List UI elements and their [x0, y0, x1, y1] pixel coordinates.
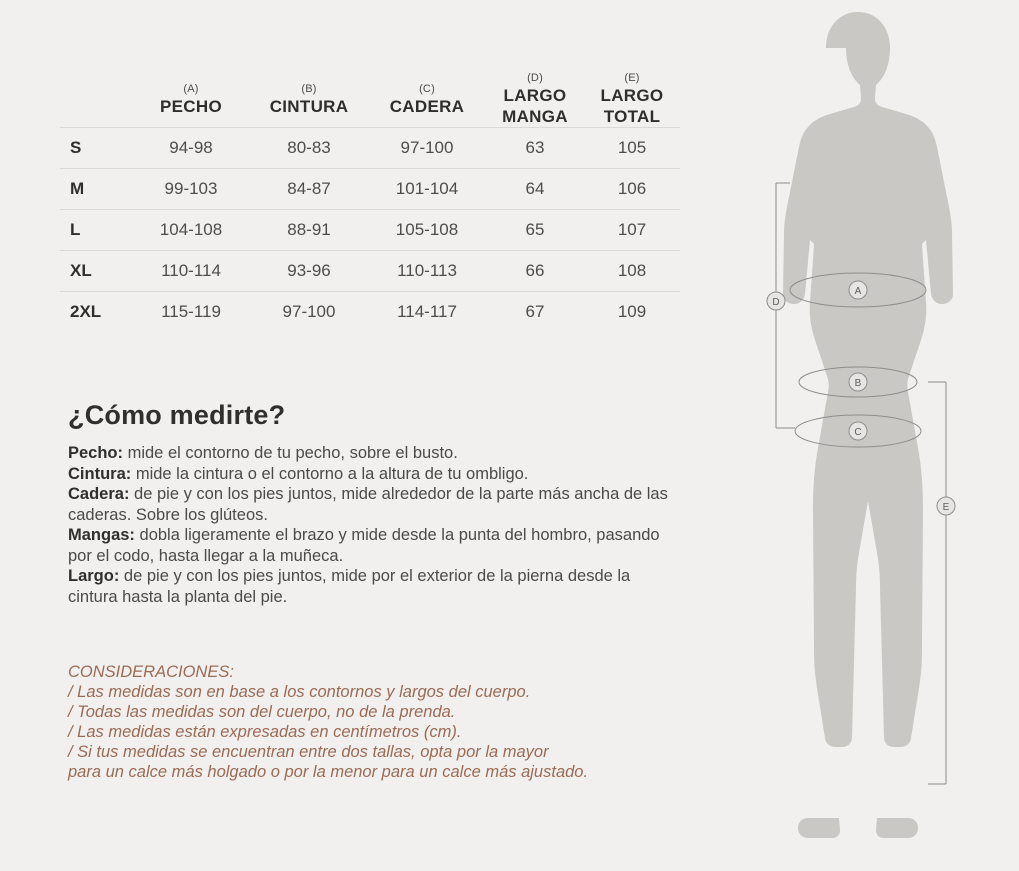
cell-manga: 66: [486, 251, 584, 292]
measure-item-pecho: [68, 443, 668, 464]
measure-text-largo: de pie y con los pies juntos, mide por el exterior de la pierna desde la cintura hasta la planta del pie.: [68, 567, 631, 606]
cell-largo: 109: [584, 292, 680, 333]
measure-label-cintura: Cintura:: [68, 464, 132, 483]
table-body: [60, 128, 680, 333]
marker-e-label: E: [942, 502, 950, 513]
measure-label-mangas: Mangas:: [68, 526, 135, 544]
marker-d-label: D: [772, 297, 780, 308]
cell-largo: 105: [584, 128, 680, 169]
size-table: [60, 72, 680, 332]
consideration-line: / Si tus medidas se encuentran entre dos tallas, opta por la mayor: [68, 743, 549, 761]
cell-pecho: 99-103: [132, 169, 250, 210]
column-tag-b: (B): [301, 82, 317, 95]
column-name-pecho: PECHO: [160, 96, 222, 116]
consideration-line: / Todas las medidas son del cuerpo, no de la prenda.: [68, 703, 456, 721]
measure-item-mangas: [68, 525, 668, 566]
measure-label-pecho: Pecho:: [68, 444, 124, 462]
marker-b-label: B: [854, 378, 862, 389]
size-table-container: [60, 72, 680, 332]
cell-cadera: 114-117: [368, 292, 486, 333]
table-row: [60, 128, 680, 169]
cell-largo: 107: [584, 210, 680, 251]
cell-pecho: 94-98: [132, 128, 250, 169]
column-tag-e: (E): [624, 72, 640, 84]
cell-pecho: 110-114: [132, 251, 250, 292]
measure-text-cadera: de pie y con los pies juntos, mide alrededor de la parte más ancha de las caderas. Sobre los glúteos.: [68, 485, 668, 524]
cell-manga: 63: [486, 128, 584, 169]
table-header: [60, 72, 680, 128]
body-silhouette: [783, 12, 953, 838]
table-row: [60, 251, 680, 292]
column-tag-a: (A): [183, 82, 199, 95]
column-tag-c: (C): [419, 82, 435, 95]
measure-label-largo: Largo:: [68, 567, 120, 585]
cell-pecho: 115-119: [132, 292, 250, 333]
marker-a-label: A: [854, 286, 862, 297]
total-length-guide-line: [928, 382, 946, 784]
cell-cadera: 97-100: [368, 128, 486, 169]
how-to-measure-title: ¿Cómo medirte?: [68, 400, 286, 430]
table-row: [60, 169, 680, 210]
cell-manga: 64: [486, 169, 584, 210]
column-header-cadera: [368, 72, 486, 128]
table-row: [60, 210, 680, 251]
cell-size: S: [60, 128, 132, 169]
cell-cadera: 101-104: [368, 169, 486, 210]
consideration-line: para un calce más holgado o por la menor para un calce más ajustado.: [68, 763, 589, 781]
cell-pecho: 104-108: [132, 210, 250, 251]
column-name-total: TOTAL: [603, 107, 661, 126]
measure-item-cintura: [68, 464, 668, 485]
measure-item-cadera: [68, 484, 668, 525]
cell-manga: 67: [486, 292, 584, 333]
table-row: [60, 292, 680, 333]
cell-cadera: 105-108: [368, 210, 486, 251]
measure-label-cadera: Cadera:: [68, 485, 130, 503]
column-header-largo-total: [584, 72, 680, 128]
cell-size: M: [60, 169, 132, 210]
column-header-pecho: [132, 72, 250, 128]
column-name-cintura: CINTURA: [269, 96, 349, 116]
column-tag-d: (D): [527, 72, 543, 84]
considerations-section: [68, 662, 668, 782]
column-name-cadera: CADERA: [389, 96, 465, 116]
table-header-row: [60, 72, 680, 128]
how-to-measure-section: [68, 400, 668, 607]
considerations-title: CONSIDERACIONES:: [68, 663, 234, 681]
measure-item-largo: [68, 566, 668, 607]
cell-cintura: 88-91: [250, 210, 368, 251]
cell-largo: 108: [584, 251, 680, 292]
cell-cintura: 80-83: [250, 128, 368, 169]
measure-text-cintura: mide la cintura o el contorno a la altura de tu ombligo.: [131, 464, 529, 483]
body-illustration: [680, 0, 1019, 871]
cell-cintura: 84-87: [250, 169, 368, 210]
consideration-line: / Las medidas están expresadas en centímetros (cm).: [68, 723, 462, 741]
marker-c-label: C: [854, 427, 862, 438]
column-header-size: [60, 72, 132, 128]
cell-size: XL: [60, 251, 132, 292]
cell-cintura: 93-96: [250, 251, 368, 292]
column-header-largo-manga: [486, 72, 584, 128]
cell-size: L: [60, 210, 132, 251]
column-header-cintura: [250, 72, 368, 128]
column-name-manga: MANGA: [502, 107, 568, 126]
measure-text-pecho: mide el contorno de tu pecho, sobre el busto.: [123, 444, 458, 462]
cell-cadera: 110-113: [368, 251, 486, 292]
column-name-largo-2: LARGO: [600, 86, 664, 105]
cell-manga: 65: [486, 210, 584, 251]
consideration-line: / Las medidas son en base a los contornos y largos del cuerpo.: [68, 683, 531, 701]
cell-largo: 106: [584, 169, 680, 210]
measure-text-mangas: dobla ligeramente el brazo y mide desde la punta del hombro, pasando por el codo, hasta llegar a la muñeca.: [68, 526, 660, 565]
cell-size: 2XL: [60, 292, 132, 333]
cell-cintura: 97-100: [250, 292, 368, 333]
column-name-largo: LARGO: [503, 86, 567, 105]
